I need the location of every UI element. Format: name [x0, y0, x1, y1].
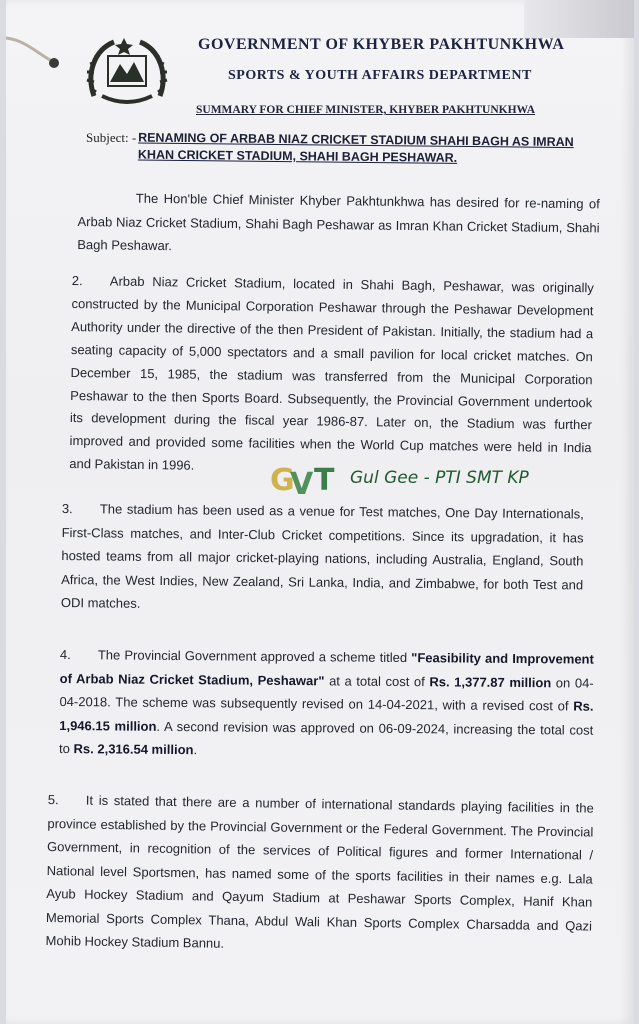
paragraph-4-number: 4. [59, 646, 71, 663]
paragraph-3-text: The stadium has been used as a venue for Test matches, One Day Internationals, First-Class matches, and Inter-Club Cricket competitions. Since its upgradation, it has hosted teams from all major cricket-playing nations, including Australia, England, South Africa, the West Indies, New Zealand, Sri Lanka, India, and Zimbabwe, for both Test and ODI matches. [60, 501, 584, 611]
paragraph-1-text: The Hon'ble Chief Minister Khyber Pakhtunkhwa has desired for re-naming of Arbab Niaz Cricket Stadium, Shahi Bagh Peshawar as Imran Khan Cricket Stadium, Shahi Bagh Peshawar. [77, 190, 600, 254]
paragraph-2-number: 2. [71, 272, 83, 289]
paragraph-1 [77, 186, 600, 263]
paragraph-4 [59, 643, 594, 765]
paragraph-5 [45, 788, 594, 961]
watermark-text: Gul Gee - PTI SMT KP [350, 468, 529, 488]
watermark-logo-letter-v: V [290, 467, 314, 500]
revised-cost: Rs. 1,946.15 million [59, 698, 594, 734]
subject-text: RENAMING OF ARBAB NIAZ CRICKET STADIUM SHAHI BAGH AS IMRAN KHAN CRICKET STADIUM, SHAHI BAGH PESHAWAR. [137, 130, 574, 165]
paragraph-2 [69, 270, 594, 483]
paragraph-5-text: It is stated that there are a number of international standards playing facilities in the province established by the Provincial Government or the Federal Government. The Provincial Government, in recognition of the services of Political figures and former International / National level Sportsmen, has named some of the sports facilities in their names e.g. Lala Ayub Hockey Stadium and Qayum Stadium at Peshawar Sports Complex, Hanif Khan Memorial Sports Complex Thana, Abdul Wali Khan Sports Complex Charsadda and Qazi Mohib Hockey Stadium Bannu. [45, 792, 594, 951]
government-emblem [84, 34, 170, 108]
paragraph-3 [61, 497, 584, 620]
watermark-logo-letter-t: T [314, 463, 335, 498]
indent [78, 202, 136, 203]
scheme-title: "Feasibility and Improvement of Arbab Niaz Cricket Stadium, Peshawar" [59, 650, 594, 688]
paragraph-4-text-a: The Provincial Government approved a scheme titled [97, 647, 412, 666]
watermark-logo-letter-g: G [270, 463, 295, 498]
department-heading: SPORTS & YOUTH AFFAIRS DEPARTMENT [228, 68, 532, 83]
document-page [6, 0, 634, 1024]
paragraph-2-text: Arbab Niaz Cricket Stadium, located in Shahi Bagh, Peshawar, was originally constructed by the Municipal Corporation Peshawar through the Peshawar Development Authority under the directive of the then President of Pakistan. Initially, the stadium had a seating capacity of 5,000 spectators and a small pavilion for local cricket matches. On December 15, 1985, the stadium was transferred from the Municipal Corporation Peshawar to the then Sports Board. Subsequently, the Provincial Government undertook its development during the fiscal year 1986-87. Later on, the Stadium was further improved and provided some facilities when the World Cup matches were held in India and Pakistan in 1996. [69, 273, 594, 473]
summary-title: SUMMARY FOR CHIEF MINISTER, KHYBER PAKHTUNKHWA [196, 104, 536, 116]
paragraph-4-text-c: on 04-04-2018. The scheme was subsequently revised on 14-04-2021, with a revised cost of [59, 674, 594, 714]
watermark-logo-icon [268, 456, 348, 500]
paragraph-4-text-e: . [193, 742, 198, 758]
final-cost: Rs. 2,316.54 million [73, 741, 194, 758]
paragraph-4-text-b: at a total cost of [324, 672, 430, 689]
paragraph-4-text-d: . A second revision was approved on 06-09-2024, increasing the total cost to [59, 718, 594, 757]
binder-clip [524, 0, 634, 38]
tag-string [6, 30, 66, 70]
government-heading: GOVERNMENT OF KHYBER PAKHTUNKHWA [198, 36, 565, 53]
watermark [268, 456, 568, 500]
paragraph-3-number: 3. [61, 500, 73, 517]
original-cost: Rs. 1,377.87 million [429, 673, 552, 690]
paragraph-5-number: 5. [47, 791, 59, 808]
subject-label: Subject: - [86, 130, 137, 145]
